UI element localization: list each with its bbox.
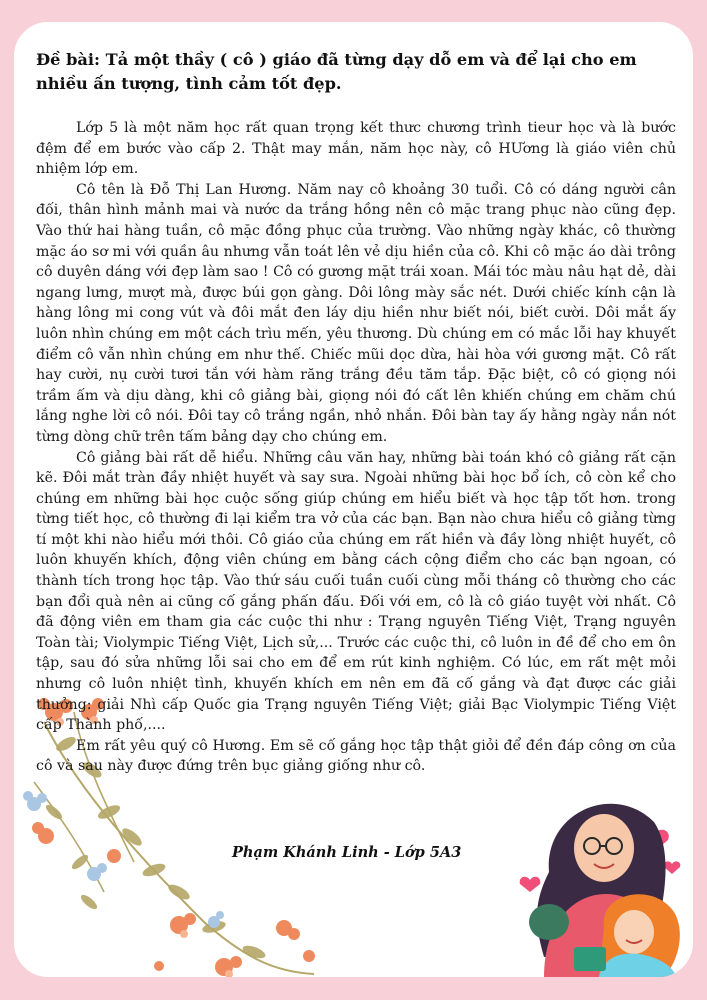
essay-title: Đề bài: Tả một thầy ( cô ) giáo đã từng dạy dỗ em và để lại cho em nhiều ấn tượng, tình cảm tốt đẹp. — [36, 50, 637, 93]
essay-paragraph: Lớp 5 là một năm học rất quan trọng kết thưc chương trình tieur học và là bước đệm để em bước vào cấp 2. Thật may mắn, năm học này, cô HƯơng là giáo viên chủ nhiệm lớp em. — [36, 120, 676, 178]
essay-paragraph: Cô tên là Đỗ Thị Lan Hương. Năm nay cô khoảng 30 tuổi. Cô có dáng người cân đối, thân hình mảnh mai và nước da trắng hồng nên cô mặc trang phục nào cũng đẹp. Vào thứ hai hàng tuần, cô mặc đồng phục của trường. Vào những ngày khác, cô thường mặc áo sơ mi với quần âu nhưng vẫn toát lên vẻ dịu hiền của cô. Khi cô mặc áo dài trông cô duyên dáng với đẹp làm sao ! Cô có gương mặt trái xoan. Mái tóc màu nâu hạt dẻ, dài ngang lưng, mượt mà, được búi gọn gàng. Dôi lông mày sắc nét. Dưới chiếc kính cận là hàng lông mi cong vút và đôi mắt đen láy dịu hiền như biết nói, biết cười. Dôi mắt ấy luôn nhìn chúng em một cách trìu mến, yêu thương. Dù chúng em có mắc lỗi hay khuyết điểm cô vẫn nhìn chúng em như thế. Chiếc mũi dọc dừa, hài hòa với gương mặt. Cô rất hay cười, nụ cười tươi tắn với hàm răng trắng đều tăm tắp. Đặc biệt, cô có giọng nói trầm ấm và dịu dàng, khi cô giảng bài, giọng nói đó cất lên khiến chúng em chăm chú lắng nghe lời cô nói. Đôi tay cô trắng ngần, nhỏ nhắn. Đôi bàn tay ấy hằng ngày nắn nót từng dòng chữ trên tấm bảng dạy cho chúng em. — [36, 181, 676, 445]
essay-paragraph: Cô giảng bài rất dễ hiểu. Những câu văn hay, những bài toán khó cô giảng rất cặn kẽ. Đôi mắt tràn đầy nhiệt huyết và say sưa. Ngoài những bài học bổ ích, cô còn kể cho chúng em những bài học cuộc sống giúp chúng em hiểu biết và học tập tốt hơn. trong từng tiết học, cô thường đi lại kiểm tra vở của các bạn. Bạn nào chưa hiểu cô giảng từng tí một khi nào hiểu mới thôi. Cô giáo của chúng em rất hiền và đầy lòng nhiệt huyết, cô luôn khuyến khích, động viên chúng em bằng cách cộng điểm cho các bạn ngoan, có thành tích trong học tập. Vào thứ sáu cuối tuần cuối cùng mỗi tháng cô thường cho các bạn đổi quà nên ai cũng cố gắng phấn đấu. Đối với em, cô là cô giáo tuyệt vời nhất. Cô đã động viên em tham gia các cuộc thi như : Trạng nguyên Tiếng Việt, Trạng nguyên Toàn tài; Violympic Tiếng Việt, Lịch sử,... Trước các cuộc thi, cô luôn in đề để cho em ôn tập, sau đó sửa những lỗi sai cho em để em rút kinh nghiệm. Có lúc, em rất mệt mỏi nhưng cô luôn nhiệt tình, khuyến khích em nên em đã cố gắng và đạt được các giải thưởng: giải Nhì cấp Quốc gia Trạng nguyên Tiếng Việt; giải Bạc Violympic Tiếng Việt cấp Thành phố,.... — [36, 449, 676, 734]
heart-icon — [664, 861, 681, 874]
author-signature: Phạm Khánh Linh - Lớp 5A3 — [232, 844, 462, 861]
essay-body — [36, 118, 676, 777]
essay-sheet — [14, 22, 693, 977]
heart-icon — [520, 877, 541, 892]
essay-paragraph: Em rất yêu quý cô Hương. Em sẽ cố gắng học tập thật giỏi để đền đáp công ơn của cô và sau này được đứng trên bục giảng giống như cô. — [36, 737, 676, 775]
